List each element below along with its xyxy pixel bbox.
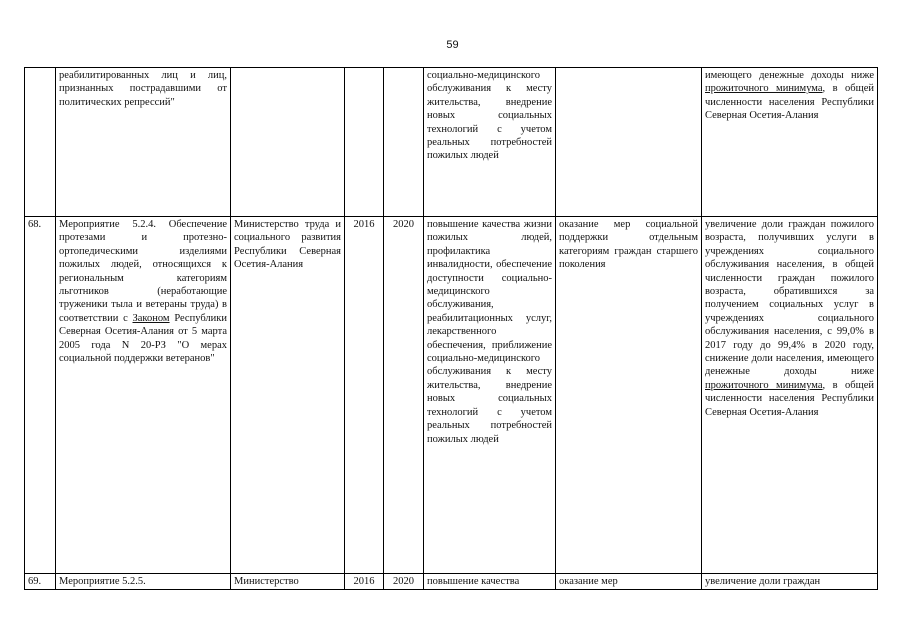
activity-cell	[56, 574, 231, 590]
executor-cell	[231, 68, 345, 217]
measures-cell: оказание мер	[556, 574, 702, 590]
row-number-cell	[25, 68, 56, 217]
content-cell: повышение качества	[424, 574, 556, 590]
table-row	[25, 217, 878, 574]
activity-text: Мероприятие 5.2.4. Обеспечение протезами и протезно-ортопедическими изделиями пожилых людей, относящихся к региональным категориям льготников (неработающие труженики тыла и ветераны труда) в соответствии с	[59, 219, 227, 324]
row-number-cell: 69.	[25, 574, 56, 590]
content-cell: социально-медицинского обслуживания к месту жительства, внедрение новых социальных технологий с учетом реальных потребностей пожилых людей	[424, 68, 556, 217]
table-body	[25, 68, 878, 590]
row-number-cell: 68.	[25, 217, 56, 574]
executor-cell: Министерство труда и социального развития Республики Северная Осетия-Алания	[231, 217, 345, 574]
result-cell	[702, 574, 878, 590]
result-text: увеличение доли граждан	[705, 576, 821, 587]
year-start-cell: 2016	[345, 217, 384, 574]
result-text: , в общей численности населения Республики Северная Осетия-Алания	[705, 83, 874, 122]
year-start-cell: 2016	[345, 574, 384, 590]
measures-cell	[556, 68, 702, 217]
subsistence-minimum-link[interactable]: прожиточного минимума	[705, 379, 823, 391]
result-cell	[702, 217, 878, 574]
executor-cell: Министерство	[231, 574, 345, 590]
activity-text: Республики Северная Осетия-Алания от 5 марта 2005 года N 20-РЗ "О мерах социальной поддержки ветеранов"	[59, 312, 227, 365]
result-text: , в общей численности населения Республики Северная Осетия-Алания	[705, 379, 874, 418]
page-number: 59	[446, 39, 459, 51]
subsistence-minimum-link[interactable]: прожиточного минимума	[705, 83, 823, 95]
measures-cell: оказание мер социальной поддержки отдельным категориям граждан старшего поколения	[556, 217, 702, 574]
law-link[interactable]: Законом	[132, 312, 170, 324]
activity-cell	[56, 68, 231, 217]
result-text: имеющего денежные доходы ниже	[705, 70, 874, 81]
measures-table	[24, 67, 878, 590]
year-start-cell	[345, 68, 384, 217]
activity-cell	[56, 217, 231, 574]
result-text: увеличение доли граждан пожилого возраста, получивших услуги в учреждениях социального обслуживания населения, в общей численности граждан пожилого возраста, обратившихся за получением социальных услуг в учреждениях социального обслуживания населения, с 99,0% в 2017 году до 99,4% в 2020 году, снижение доли населения, имеющего денежные доходы ниже	[705, 219, 874, 378]
year-end-cell: 2020	[384, 217, 424, 574]
activity-text: реабилитированных лиц и лиц, признанных пострадавшими от политических репрессий"	[59, 70, 227, 108]
result-cell	[702, 68, 878, 217]
year-end-cell	[384, 68, 424, 217]
year-end-cell: 2020	[384, 574, 424, 590]
table-row	[25, 68, 878, 217]
content-cell: повышение качества жизни пожилых людей, профилактика инвалидности, обеспечение доступности социально-медицинского обслуживания, реабилитационных услуг, лекарственного обеспечения, приближение социально-медицинского обслуживания к месту жительства, внедрение новых социальных технологий с учетом реальных потребностей пожилых людей	[424, 217, 556, 574]
activity-text: Мероприятие 5.2.5.	[59, 576, 146, 587]
table-row	[25, 574, 878, 590]
